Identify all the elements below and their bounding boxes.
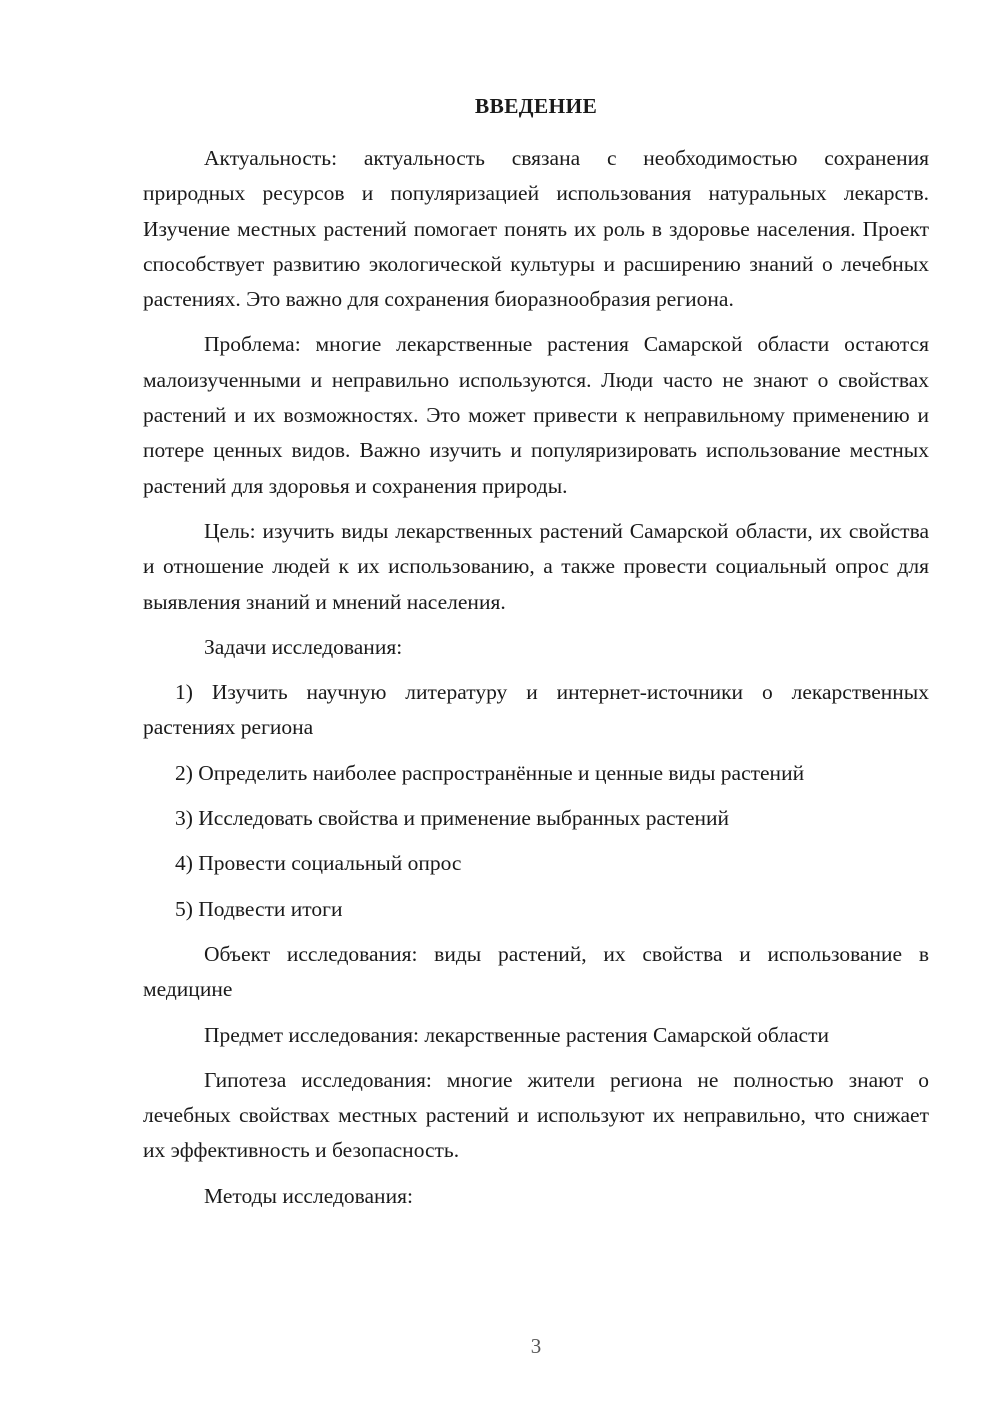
tasks-heading: Задачи исследования: — [204, 634, 403, 659]
document-page — [143, 0, 929, 1414]
section-heading: ВВЕДЕНИЕ — [474, 94, 598, 118]
subject-paragraph: Предмет исследования: лекарственные растения Самарской области — [204, 1022, 829, 1047]
task-item-5: 5) Подвести итоги — [175, 896, 343, 921]
methods-heading: Методы исследования: — [204, 1183, 413, 1208]
hypothesis-paragraph: Гипотеза исследования: многие жители региона не полностью знают о лечебных свойствах местных растений и используют их неправильно, что снижает их эффективность и безопасность. — [143, 1067, 929, 1163]
goal-paragraph: Цель: изучить виды лекарственных растений Самарской области, их свойства и отношение людей к их использованию, а также провести социальный опрос для выявления знаний и мнений населения. — [143, 518, 929, 614]
task-item-1: 1) Изучить научную литературу и интернет-источники о лекарственных растениях региона — [143, 680, 929, 740]
task-item-2: 2) Определить наиболее распространённые и ценные виды растений — [175, 760, 805, 785]
task-item-3: 3) Исследовать свойства и применение выбранных растений — [175, 806, 730, 831]
intro-body — [143, 141, 929, 1214]
relevance-paragraph: Актуальность: актуальность связана с необходимостью сохранения природных ресурсов и популяризацией использования натуральных лекарств. Изучение местных растений помогает понять их роль в здоровье населения. Проект способствует развитию экологической культуры и расширению знаний о лечебных растениях. Это важно для сохранения биоразнообразия региона. — [143, 146, 929, 312]
object-paragraph: Объект исследования: виды растений, их свойства и использование в медицине — [143, 941, 929, 1002]
task-item-4: 4) Провести социальный опрос — [175, 851, 462, 876]
problem-paragraph: Проблема: многие лекарственные растения Самарской области остаются малоизученными и неправильно используются. Люди часто не знают о свойствах растений и их возможностях. Это может привести к неправильному применению и потере ценных видов. Важно изучить и популяризировать использование местных растений для здоровья и сохранения природы. — [143, 332, 929, 498]
page-number: 3 — [530, 1334, 542, 1358]
